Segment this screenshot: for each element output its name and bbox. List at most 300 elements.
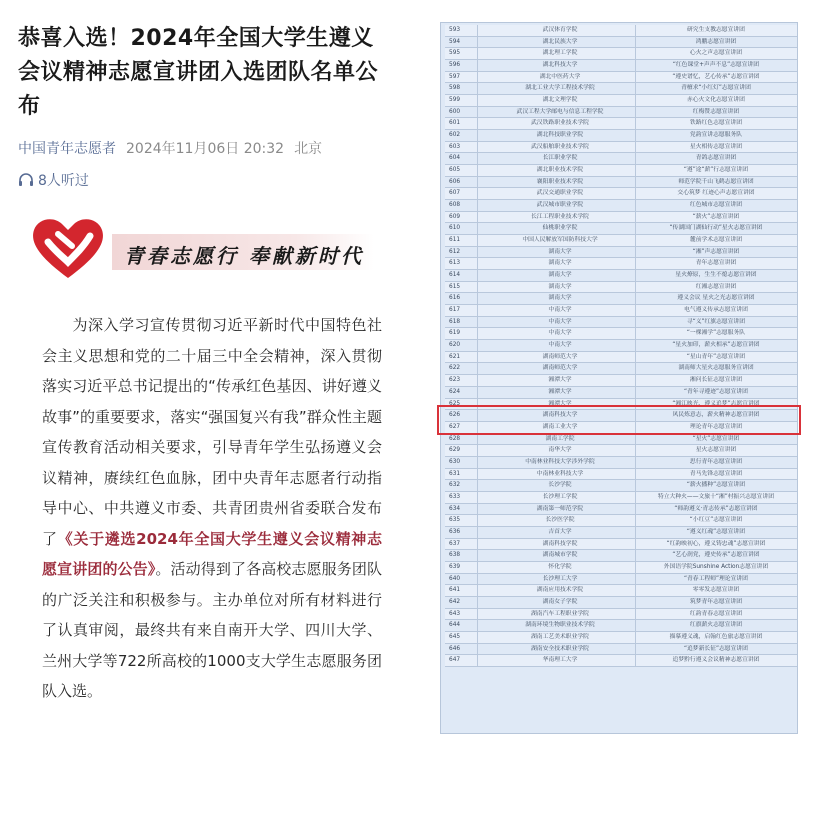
row-school: 长沙理工大学 (542, 575, 578, 582)
column-divider (635, 492, 636, 503)
table-row (445, 223, 797, 235)
row-school: 湖南汽车工程职业学院 (531, 610, 589, 617)
slogan-banner (28, 210, 373, 288)
column-divider (477, 620, 478, 631)
column-divider (477, 258, 478, 269)
column-divider (477, 48, 478, 59)
row-team: “星火”志愿宣讲团 (692, 435, 740, 442)
row-number: 635 (449, 517, 461, 524)
row-team: “小红豆”志愿宣讲团 (689, 517, 743, 524)
column-divider (635, 527, 636, 538)
row-number: 642 (449, 598, 461, 605)
row-school: 武汉船舶职业技术学院 (531, 143, 589, 150)
column-divider (635, 177, 636, 188)
table-row (445, 235, 797, 247)
body-text-part1: 为深入学习宣传贯彻习近平新时代中国特色社会主义思想和党的二十届三中全会精神，深入贯彻落实习近平总书记提出的“传承红色基因、讲好遵义故事”的重要要求，落实“强国复兴有我”群众性主题宣传教育活动相关要求，引导青年学生弘扬遵义会议精神，赓续红色血脉，团中央青年志愿者行动指导中心、中共遵义市委、共青团贵州省委联合发布了 (42, 316, 382, 548)
row-number: 593 (449, 27, 461, 33)
headphones-icon (18, 173, 34, 187)
table-row (445, 655, 797, 667)
column-divider (477, 632, 478, 643)
column-divider (477, 480, 478, 491)
row-team: 青年志愿宣讲团 (695, 260, 737, 267)
table-row (445, 550, 797, 562)
column-divider (635, 305, 636, 316)
row-school: 湘潭大学 (548, 377, 572, 384)
column-divider (477, 153, 478, 164)
table-row (445, 188, 797, 200)
column-divider (477, 527, 478, 538)
row-team: 电气遵义传承志愿宣讲团 (684, 307, 748, 314)
column-divider (635, 317, 636, 328)
column-divider (477, 352, 478, 363)
row-team: “红色课堂+声声不息”志愿宣讲团 (672, 62, 760, 69)
row-school: 湖南科技大学 (542, 412, 578, 419)
row-school: 武汉铁路职业技术学院 (531, 120, 589, 127)
row-school: 中国人民解放军国防科技大学 (522, 237, 598, 244)
row-team: “薪火”志愿宣讲团 (692, 213, 740, 220)
row-team: “追梦新长征”志愿宣讲团 (684, 645, 748, 652)
row-school: 湖南大学 (548, 283, 572, 290)
row-number: 622 (449, 365, 461, 372)
row-number: 607 (449, 190, 461, 197)
row-team: 麓前学术志愿宣讲团 (689, 237, 743, 244)
column-divider (635, 434, 636, 445)
row-school: 中南大学 (548, 318, 572, 325)
table-row (445, 118, 797, 130)
row-school: 中南大学 (548, 307, 572, 314)
column-divider (477, 282, 478, 293)
highlight-box (437, 405, 801, 435)
table-row (445, 165, 797, 177)
table-row (445, 142, 797, 154)
row-number: 640 (449, 575, 461, 582)
row-team: 星火志愿宣讲团 (695, 447, 737, 454)
listen-count[interactable] (18, 170, 393, 190)
row-number: 601 (449, 120, 461, 127)
column-divider (635, 655, 636, 666)
row-number: 638 (449, 552, 461, 559)
table-row (445, 177, 797, 189)
column-divider (477, 644, 478, 655)
table-row (445, 539, 797, 551)
row-team: 心火之声志愿宣讲团 (689, 50, 743, 57)
column-divider (635, 130, 636, 141)
row-school: 湖南师范大学 (542, 365, 578, 372)
column-divider (477, 574, 478, 585)
column-divider (477, 305, 478, 316)
row-school: 长沙医学院 (545, 517, 575, 524)
column-divider (635, 644, 636, 655)
row-team: 党韵宣讲志愿服务队 (689, 132, 743, 139)
column-divider (477, 597, 478, 608)
row-team: “传湖国门湖仙行动”星火志愿宣讲团 (669, 225, 763, 232)
column-divider (635, 585, 636, 596)
table-row (445, 25, 797, 37)
row-school: 湖南工艺美术职业学院 (531, 633, 589, 640)
column-divider (635, 235, 636, 246)
table-row (445, 37, 797, 49)
column-divider (477, 387, 478, 398)
row-team: 零零发志愿宣讲团 (692, 587, 740, 594)
table-row (445, 282, 797, 294)
table-row (445, 632, 797, 644)
table-row (445, 562, 797, 574)
column-divider (477, 655, 478, 666)
row-team: 青马先锋志愿宣讲团 (689, 470, 743, 477)
row-school: 湘潭大学 (548, 400, 572, 407)
row-number: 628 (449, 435, 461, 442)
column-divider (635, 37, 636, 48)
row-number: 609 (449, 213, 461, 220)
body-text-part2: 。活动得到了各高校志愿服务团队的广泛关注和积极参与。主办单位对所有材料进行了认真审阅，最终共有来自南开大学、四川大学、兰州大学等722所高校的1000支大学生志愿服务团队入选。 (42, 560, 382, 700)
column-divider (477, 188, 478, 199)
row-school: 湖北科技职业学院 (536, 132, 584, 139)
table-row (445, 469, 797, 481)
team-list-table (445, 25, 797, 667)
row-school: 湖南环境生物职业技术学院 (525, 622, 595, 629)
table-row (445, 363, 797, 375)
column-divider (635, 247, 636, 258)
row-number: 617 (449, 307, 461, 314)
row-team: 特立大种火——文旅十“湘”村振兴志愿宣讲团 (657, 493, 775, 500)
column-divider (635, 387, 636, 398)
row-school: 武汉交通职业学院 (536, 190, 584, 197)
row-school: 湖南女子学院 (542, 598, 578, 605)
column-divider (477, 445, 478, 456)
row-number: 608 (449, 202, 461, 209)
column-divider (477, 130, 478, 141)
row-team: “星火加印，薪火相承”志愿宣讲团 (672, 342, 760, 349)
table-row (445, 644, 797, 656)
row-school: 湖北科技大学 (542, 62, 578, 69)
table-row (445, 609, 797, 621)
column-divider (635, 107, 636, 118)
column-divider (635, 550, 636, 561)
row-school: 湘潭大学 (548, 388, 572, 395)
row-school: 中南大学 (548, 330, 572, 337)
table-row (445, 574, 797, 586)
row-team: “师韵遵义·青志传承”志愿宣讲团 (674, 505, 758, 512)
column-divider (477, 83, 478, 94)
row-number: 618 (449, 318, 461, 325)
row-number: 602 (449, 132, 461, 139)
row-school: 中南大学 (548, 342, 572, 349)
row-team: 红韵青春志愿宣讲团 (689, 610, 743, 617)
row-school: 吉首大学 (548, 528, 572, 535)
row-number: 643 (449, 610, 461, 617)
table-row (445, 585, 797, 597)
row-team: “遵史谱忆，艺心传承”志愿宣讲团 (672, 73, 760, 80)
column-divider (635, 60, 636, 71)
row-number: 606 (449, 178, 461, 185)
column-divider (477, 469, 478, 480)
column-divider (635, 25, 636, 36)
column-divider (635, 328, 636, 339)
row-school: 湖南安全技术职业学院 (531, 645, 589, 652)
column-divider (635, 504, 636, 515)
column-divider (635, 632, 636, 643)
row-team: 红色城市志愿宣讲团 (689, 202, 743, 209)
row-school: 湖南师范大学 (542, 353, 578, 360)
table-row (445, 375, 797, 387)
column-divider (477, 118, 478, 129)
row-team: “遵义红魂”志愿宣讲团 (686, 528, 746, 535)
column-divider (477, 504, 478, 515)
table-row (445, 95, 797, 107)
row-team: 交心筑梦 红迹心声志愿宣讲团 (677, 190, 755, 197)
row-team: 鸿鹏志愿宣讲团 (695, 38, 737, 45)
table-row (445, 48, 797, 60)
row-number: 639 (449, 563, 461, 570)
row-number: 645 (449, 633, 461, 640)
row-team: 红旗薪火志愿宣讲团 (689, 622, 743, 629)
row-team: 追梦黔行遵义会议精神志愿宣讲团 (672, 657, 760, 664)
column-divider (477, 375, 478, 386)
row-number: 627 (449, 423, 461, 430)
row-number: 647 (449, 657, 461, 664)
row-team: 青鸽志愿宣讲团 (695, 155, 737, 162)
column-divider (477, 165, 478, 176)
table-row (445, 328, 797, 340)
article-title: 恭喜入选！2024年全国大学生遵义会议精神志愿宣讲团入选团队名单公布 (18, 26, 379, 119)
row-number: 624 (449, 388, 461, 395)
row-number: 619 (449, 330, 461, 337)
table-row (445, 270, 797, 282)
row-school: 中南林业科技大学 (536, 470, 584, 477)
row-school: 湖南大学 (548, 272, 572, 279)
column-divider (477, 317, 478, 328)
row-team: 星火相传志愿宣讲团 (689, 143, 743, 150)
column-divider (635, 142, 636, 153)
column-divider (635, 270, 636, 281)
row-school: 湖南城市学院 (542, 552, 578, 559)
row-school: 湖南应用技术学院 (536, 587, 584, 594)
column-divider (635, 375, 636, 386)
column-divider (477, 60, 478, 71)
article-body (42, 310, 382, 707)
publish-date: 2024年11月06日 20:32 (126, 141, 285, 157)
row-number: 598 (449, 85, 461, 92)
row-number: 594 (449, 38, 461, 45)
row-number: 611 (449, 237, 461, 244)
column-divider (635, 469, 636, 480)
row-team: 风民炼意志，薪火精神志愿宣讲团 (672, 412, 760, 419)
column-divider (477, 95, 478, 106)
row-school: 长江工程职业技术学院 (531, 213, 589, 220)
row-number: 629 (449, 447, 461, 454)
row-team: “遵”途“薪”行志愿宣讲团 (683, 167, 749, 174)
row-school: 中南林业科技大学涉外学院 (525, 458, 595, 465)
row-team: 星火燎原，生生不熄志愿宣讲团 (675, 272, 757, 279)
table-row (445, 340, 797, 352)
table-row (445, 457, 797, 469)
row-number: 612 (449, 248, 461, 255)
column-divider (477, 515, 478, 526)
slogan-box (112, 234, 374, 270)
column-divider (635, 212, 636, 223)
listen-count-label: 8人听过 (38, 173, 89, 189)
column-divider (477, 223, 478, 234)
row-school: 湖南第一师范学院 (536, 505, 584, 512)
row-school: 仙桃职业学院 (542, 225, 578, 232)
column-divider (635, 457, 636, 468)
row-team: 思行青年志愿宣讲团 (689, 458, 743, 465)
row-number: 623 (449, 377, 461, 384)
row-number: 631 (449, 470, 461, 477)
row-school: 湖北民族大学 (542, 38, 578, 45)
row-team: 赤心火文化志愿宣讲团 (687, 97, 745, 104)
column-divider (635, 480, 636, 491)
row-team: “一棵湘学”志愿服务队 (686, 330, 746, 337)
column-divider (477, 107, 478, 118)
column-divider (477, 492, 478, 503)
table-row (445, 130, 797, 142)
column-divider (635, 539, 636, 550)
column-divider (635, 188, 636, 199)
column-divider (635, 200, 636, 211)
row-school: 湖南工学院 (545, 435, 575, 442)
table-row (445, 83, 797, 95)
row-team: 师范学院千山飞鹤志愿宣讲团 (678, 178, 754, 185)
row-team: “青年寻遵迹”志愿宣讲团 (684, 388, 748, 395)
column-divider (477, 328, 478, 339)
row-school: 湖南大学 (548, 260, 572, 267)
column-divider (477, 37, 478, 48)
row-school: 武汉城市职业学院 (536, 202, 584, 209)
column-divider (477, 247, 478, 258)
column-divider (477, 212, 478, 223)
table-row (445, 212, 797, 224)
column-divider (477, 340, 478, 351)
column-divider (635, 282, 636, 293)
table-row (445, 153, 797, 165)
article-meta (18, 138, 393, 158)
row-number: 636 (449, 528, 461, 535)
table-row (445, 387, 797, 399)
column-divider (635, 48, 636, 59)
row-team: “红韵映初心，遵义铸忠魂”志愿宣讲团 (666, 540, 766, 547)
column-divider (635, 609, 636, 620)
column-divider (635, 352, 636, 363)
column-divider (635, 165, 636, 176)
row-team: 红梅赞志愿宣讲团 (692, 108, 740, 115)
column-divider (477, 609, 478, 620)
row-school: 湖北理工学院 (542, 50, 578, 57)
column-divider (477, 293, 478, 304)
row-team: 铁路红色志愿宣讲团 (689, 120, 743, 127)
column-divider (477, 539, 478, 550)
row-number: 596 (449, 62, 461, 69)
announcement-link[interactable]: 《关于遴选2024年全国大学生遵义会议精神志愿宣讲团的公告》 (42, 529, 382, 578)
row-number: 595 (449, 50, 461, 57)
row-number: 613 (449, 260, 461, 267)
row-team: “薪火播种”志愿宣讲团 (686, 482, 746, 489)
row-number: 637 (449, 540, 461, 547)
row-number: 600 (449, 108, 461, 115)
slogan-text: 青春志愿行 奉献新时代 (124, 244, 364, 268)
row-number: 597 (449, 73, 461, 80)
volunteer-heart-logo (28, 212, 108, 282)
table-row (445, 434, 797, 446)
row-team: 青檀求“小红灯”志愿宣讲团 (681, 85, 751, 92)
team-list-image (440, 22, 798, 734)
column-divider (635, 95, 636, 106)
table-row (445, 72, 797, 84)
column-divider (635, 363, 636, 374)
row-team: 寻“义”红旗志愿宣讲团 (686, 318, 746, 325)
source-account-link[interactable]: 中国青年志愿者 (18, 141, 116, 157)
column-divider (477, 235, 478, 246)
row-school: 湖南大学 (548, 248, 572, 255)
column-divider (635, 258, 636, 269)
row-school: 武汉工程大学邮电与信息工程学院 (516, 108, 604, 115)
table-row (445, 107, 797, 119)
row-number: 634 (449, 505, 461, 512)
table-row (445, 258, 797, 270)
table-row (445, 60, 797, 72)
column-divider (635, 72, 636, 83)
row-school: 湖南工业大学 (542, 423, 578, 430)
row-school: 襄阳职业技术学院 (536, 178, 584, 185)
row-school: 华南理工大学 (542, 657, 578, 664)
row-team: “艺心润党，遵史传承”志愿宣讲团 (672, 552, 760, 559)
table-row (445, 352, 797, 364)
row-number: 626 (449, 412, 461, 419)
row-school: 湖南大学 (548, 295, 572, 302)
row-team: 理论青年志愿宣讲团 (689, 423, 743, 430)
table-row (445, 492, 797, 504)
table-row (445, 504, 797, 516)
row-school: 湖北工业大学工程技术学院 (525, 85, 595, 92)
column-divider (477, 585, 478, 596)
column-divider (477, 177, 478, 188)
table-row (445, 293, 797, 305)
column-divider (635, 562, 636, 573)
row-number: 630 (449, 458, 461, 465)
row-school: 湖北中医药大学 (539, 73, 581, 80)
row-school: 长沙理工学院 (542, 493, 578, 500)
row-school: 湖北职业技术学院 (536, 167, 584, 174)
table-row (445, 445, 797, 457)
column-divider (635, 445, 636, 456)
row-number: 633 (449, 493, 461, 500)
row-school: 怀化学院 (548, 563, 572, 570)
row-team: “湘”声志愿宣讲团 (692, 248, 740, 255)
row-team: “湘江映光，遵义追梦”志愿宣讲团 (672, 400, 760, 407)
row-number: 646 (449, 645, 461, 652)
column-divider (477, 550, 478, 561)
table-row (445, 597, 797, 609)
column-divider (477, 363, 478, 374)
column-divider (635, 293, 636, 304)
row-school: 湖南科技学院 (542, 540, 578, 547)
row-number: 603 (449, 143, 461, 150)
table-row (445, 527, 797, 539)
row-number: 625 (449, 400, 461, 407)
table-row (445, 480, 797, 492)
row-team: 遵义会议 星火之光志愿宣讲团 (677, 295, 755, 302)
column-divider (635, 515, 636, 526)
row-school: 长江职业学院 (542, 155, 578, 162)
column-divider (477, 72, 478, 83)
row-team: 描摹遵义魂，启翰红色旅志愿宣讲团 (669, 633, 763, 640)
row-number: 644 (449, 622, 461, 629)
row-team: 外国语学院Sunshine Action志愿宣讲团 (663, 563, 769, 570)
column-divider (477, 457, 478, 468)
row-number: 604 (449, 155, 461, 162)
row-number: 620 (449, 342, 461, 349)
row-team: 湖南师大星火志愿服务宣讲团 (678, 365, 754, 372)
